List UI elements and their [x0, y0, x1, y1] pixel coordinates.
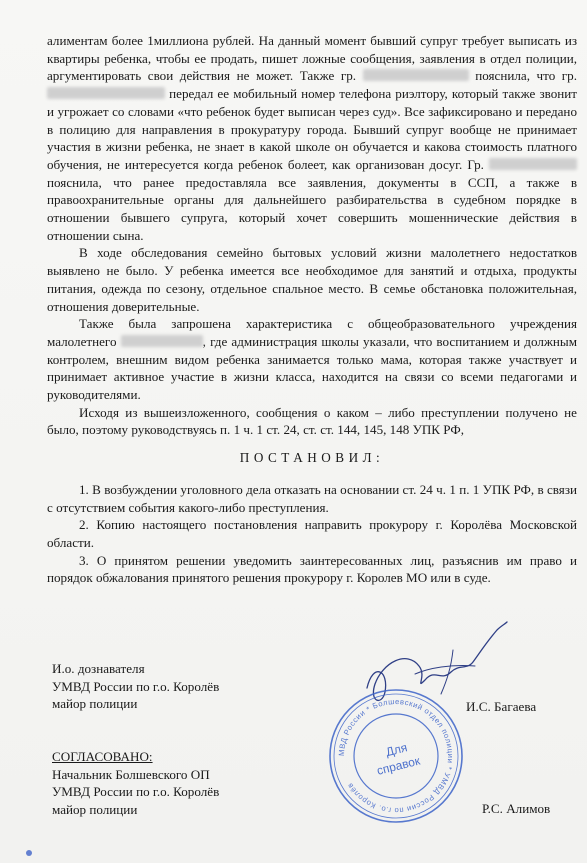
document-body — [47, 32, 577, 587]
signatory-name: И.С. Багаева — [466, 699, 537, 714]
paragraph-1-part-d: пояснила, что ранее предоставляла все заявления, документы в ССП, а также в правоохранительные органы для дальнейшего разбирательства в судебном порядке в отношении бывшего супруга, который хочет совершить мошеннические действия в отношении сына. — [47, 174, 577, 243]
official-stamp — [326, 686, 466, 826]
redacted-name — [363, 69, 469, 81]
resolution-item-1: 1. В возбуждении уголовного дела отказать на основании ст. 24 ч. 1 п. 1 УПК РФ, в связи с отсутствием события какого-либо преступления. — [47, 481, 577, 515]
signatory-block — [52, 660, 219, 713]
redacted-name — [121, 335, 203, 347]
paragraph-2: В ходе обследования семейно бытовых условий жизни малолетнего недостатков выявлено не было. У ребенка имеется все необходимое для занятий и отдыха, продукты питания, одежда по сезону, отдельное спальное место. В семье обстановка положительная, отношения доверительные. — [47, 245, 577, 314]
signatory-rank: майор полиции — [52, 696, 138, 712]
approver-rank: майор полиции — [52, 802, 138, 818]
paragraph-3-part-b: , где администрация школы указали, что воспитанием и должным контролем, внешним видом ребенка занимается только мама, которая также участвует и принимает активное участие в жизни класса, находится на связи со всеми педагогами и руководителями. — [47, 333, 577, 403]
paragraph-1-part-c: передал ее мобильный номер телефона риэлтору, который также звонит и угрожает со словами «что ребенок будет выписан через суд». Все зафиксировано и передано в полицию для направления в прокуратуру города. Бывший супруг вообще не принимает участия в жизни ребенка, не знает в какой школе он обучается и какова стоимость платного обучения, не интересуется когда ребенок болеет, как организован досуг. Гр. — [47, 86, 577, 172]
signatory-department: УМВД России по г.о. Королёв — [52, 678, 220, 694]
ink-dot — [26, 850, 32, 856]
paragraph-3 — [47, 315, 577, 404]
paragraph-1 — [47, 32, 577, 244]
paragraph-1-part-a: алиментам более 1миллиона рублей. На данный момент бывший супруг требует выписать из квартиры ребенка, чтобы ее продать, пишет ложные сообщения, заявления в отдел полиции, аргументировать свои действия не может. Также гр. — [47, 33, 577, 84]
resolution-item-3: 3. О принятом решении уведомить заинтересованных лиц, разъяснив им право и порядок обжалования принятого решения прокурору г. Королев МО или в суде. — [47, 552, 577, 586]
approver-position: Начальник Болшевского ОП — [52, 766, 210, 782]
redacted-name — [47, 87, 165, 99]
signatory-position: И.о. дознавателя — [52, 661, 145, 676]
paragraph-1-part-b: пояснила, что гр. — [475, 68, 578, 84]
paragraph-3-part-a: Также была запрошена характеристика с общеобразовательного учреждения малолетнего — [47, 316, 577, 349]
stamp-center-line-2: справок — [375, 753, 422, 778]
approval-block — [52, 748, 219, 819]
stamp-ring-text: МВД России * Болшевский отдел полиции * УМВД России по г.о. Королёв — [336, 696, 456, 816]
stamp-center-line-1: Для — [384, 740, 409, 760]
resolution-heading: ПОСТАНОВИЛ: — [239, 450, 385, 466]
resolution-item-2: 2. Копию настоящего постановления направить прокурору г. Королёва Московской области. — [47, 517, 577, 550]
approval-heading: СОГЛАСОВАНО: — [52, 749, 153, 764]
redacted-name — [489, 158, 577, 170]
paragraph-4: Исходя из вышеизложенного, сообщения о каком – либо преступлении получено не было, поэтому руководствуясь п. 1 ч. 1 ст. 24, ст. ст. 144, 145, 148 УПК РФ, — [47, 404, 577, 438]
approver-department: УМВД России по г.о. Королёв — [52, 784, 220, 800]
approver-name: Р.С. Алимов — [482, 801, 551, 816]
